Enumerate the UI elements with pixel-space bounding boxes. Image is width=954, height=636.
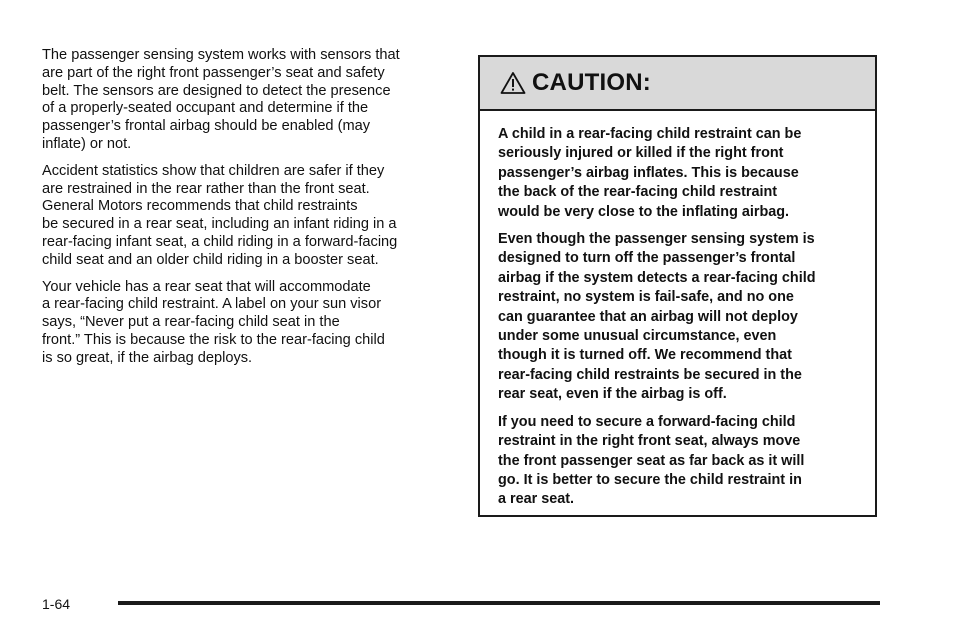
caution-header (480, 57, 875, 111)
caution-paragraph-not-fail-safe: Even though the passenger sensing system is designed to turn off the passenger’s frontal airbag if the system detects a rear-facing child restraint, no system is fail-safe, and no one can guarantee that an airbag will not deploy under some unusual circumstance, even though it is turned off. We recommend that rear-facing child restraints be secured in the rear seat, even if the airbag is off. (498, 231, 816, 403)
caution-paragraph-injury: A child in a rear-facing child restraint can be seriously injured or killed if the right front passenger’s airbag inflates. This is because the back of the rear-facing child restraint would be very close to the inflating airbag. (498, 126, 802, 220)
paragraph-rear-seat: Your vehicle has a rear seat that will accommodate a rear-facing child restraint. A label on your sun visor says, “Never put a rear-facing child seat in the front.” This is because the risk to the rear-facing child is so great, if the airbag deploys. (42, 278, 385, 366)
caution-body (480, 111, 875, 510)
caution-box (478, 55, 877, 517)
caution-title: CAUTION: (532, 69, 651, 96)
warning-triangle-icon (500, 71, 526, 95)
caution-paragraph-forward-facing: If you need to secure a forward-facing child restraint in the right front seat, always move the front passenger seat as far back as it will go. It is better to secure the child restraint in a rear seat. (498, 413, 805, 508)
footer-rule (118, 601, 880, 605)
body-text-column (42, 47, 442, 377)
page-number: 1-64 (42, 596, 71, 612)
paragraph-passenger-sensing: The passenger sensing system works with sensors that are part of the right front passenger’s seat and safety belt. The sensors are designed to detect the presence of a properly-seated occupant and determine if the passenger’s frontal airbag should be enabled (may inflate) or not. (42, 47, 400, 152)
paragraph-accident-statistics: Accident statistics show that children are safer if they are restrained in the rear rather than the front seat. General Motors recommends that child restraints be secured in a rear seat, including an infant riding in a rear-facing infant seat, a child riding in a forward-facing child seat and an older child riding in a booster seat. (42, 162, 398, 268)
